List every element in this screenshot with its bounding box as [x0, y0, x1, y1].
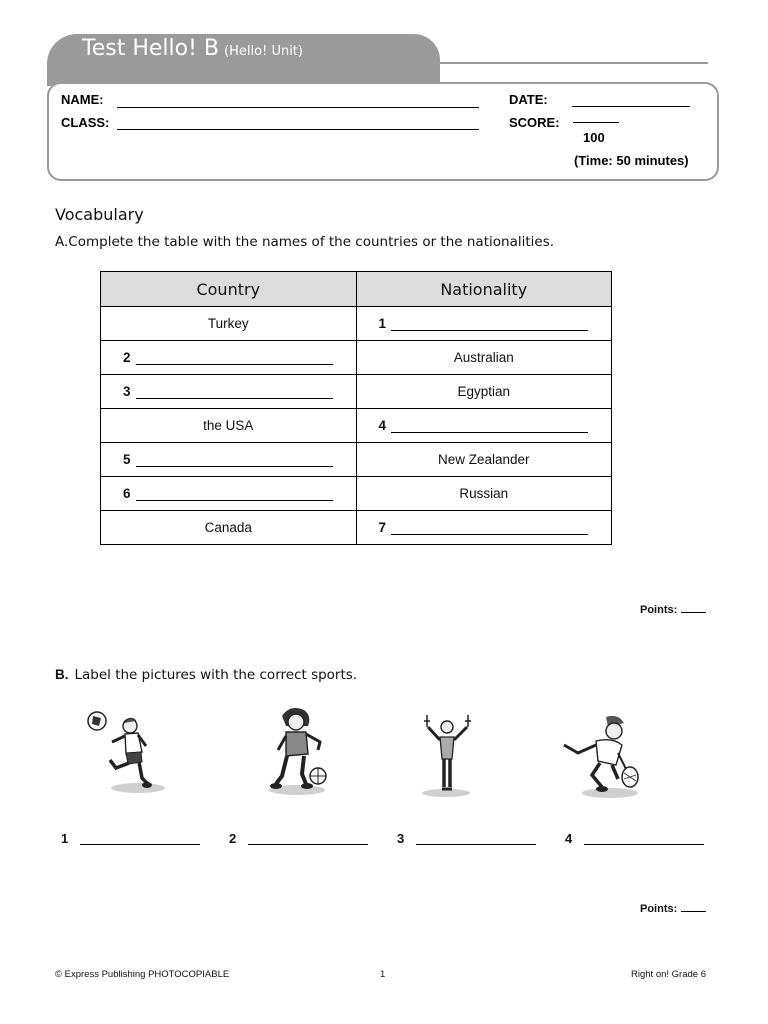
sport-number-4: 4: [565, 831, 573, 846]
country-answer-cell[interactable]: [101, 443, 357, 477]
name-field[interactable]: [117, 107, 479, 108]
vocabulary-instruction: A.Complete the table with the names of the countries or the nationalities.: [55, 234, 555, 250]
points-label: Points:: [640, 604, 678, 616]
country-answer-cell[interactable]: [101, 477, 357, 511]
points-label: Points:: [640, 903, 678, 915]
nationality-cell: New Zealander: [356, 443, 612, 477]
country-cell: Canada: [101, 511, 357, 545]
nationality-answer-cell[interactable]: [356, 307, 612, 341]
column-header-nationality: Nationality: [356, 272, 612, 307]
name-label: NAME:: [61, 92, 104, 107]
vocabulary-table: [100, 271, 612, 545]
sport-number-1: 1: [61, 831, 69, 846]
test-title: [82, 36, 303, 61]
answer-blank[interactable]: [136, 385, 333, 399]
table-row: [101, 443, 612, 477]
points-a: [640, 603, 706, 616]
table-row: [101, 341, 612, 375]
answer-number: 7: [378, 520, 387, 535]
footer-book-title: Right on! Grade 6: [631, 969, 706, 980]
answer-blank[interactable]: [391, 317, 588, 331]
country-answer-cell[interactable]: [101, 375, 357, 409]
sport-number-2: 2: [229, 831, 237, 846]
table-row: [101, 511, 612, 545]
nationality-cell: Egyptian: [356, 375, 612, 409]
answer-number: 5: [123, 452, 131, 467]
answer-blank[interactable]: [136, 351, 333, 365]
test-title-subtitle: (Hello! Unit): [224, 44, 303, 59]
country-answer-cell[interactable]: [101, 341, 357, 375]
sport-answer-blank-4[interactable]: [584, 844, 704, 845]
answer-number: 4: [378, 418, 387, 433]
nationality-answer-cell[interactable]: [356, 409, 612, 443]
class-label: CLASS:: [61, 115, 110, 130]
sport-answer-blank-1[interactable]: [80, 844, 200, 845]
answer-number: 1: [378, 316, 387, 331]
section-heading-vocabulary: Vocabulary: [55, 205, 144, 224]
nationality-cell: Australian: [356, 341, 612, 375]
nationality-cell: Russian: [356, 477, 612, 511]
sport-answer-blank-2[interactable]: [248, 844, 368, 845]
sport-answer-blank-3[interactable]: [416, 844, 536, 845]
time-note: (Time: 50 minutes): [574, 153, 689, 168]
country-cell: Turkey: [101, 307, 357, 341]
country-cell: the USA: [101, 409, 357, 443]
points-b-field[interactable]: [681, 902, 706, 912]
points-a-field[interactable]: [681, 603, 706, 613]
gymnast-picture: [416, 713, 476, 799]
score-total: 100: [583, 130, 605, 145]
date-label: DATE:: [509, 92, 548, 107]
footer-copyright: © Express Publishing PHOTOCOPIABLE: [55, 969, 230, 980]
table-row: [101, 307, 612, 341]
sport-number-3: 3: [397, 831, 405, 846]
answer-number: 6: [123, 486, 131, 501]
sports-instruction: [55, 667, 357, 683]
tennis-player-picture: [552, 713, 642, 799]
test-title-main: Test Hello! B: [82, 36, 219, 61]
nationality-answer-cell[interactable]: [356, 511, 612, 545]
answer-number: 2: [123, 350, 131, 365]
footer-page-number: 1: [380, 969, 386, 980]
score-field[interactable]: [573, 122, 619, 123]
section-letter-b: B.: [55, 667, 69, 682]
basketball-player-picture: [262, 704, 334, 798]
class-field[interactable]: [117, 129, 479, 130]
table-row: [101, 477, 612, 511]
answer-number: 3: [123, 384, 131, 399]
date-field[interactable]: [572, 106, 690, 107]
sports-instruction-text: Label the pictures with the correct sports.: [74, 667, 358, 683]
table-row: [101, 375, 612, 409]
score-label: SCORE:: [509, 115, 560, 130]
column-header-country: Country: [101, 272, 357, 307]
answer-blank[interactable]: [391, 521, 588, 535]
header-rule: [440, 62, 708, 64]
answer-blank[interactable]: [136, 487, 333, 501]
table-row: [101, 409, 612, 443]
points-b: [640, 902, 706, 915]
answer-blank[interactable]: [391, 419, 588, 433]
answer-blank[interactable]: [136, 453, 333, 467]
football-player-picture: [78, 706, 170, 798]
